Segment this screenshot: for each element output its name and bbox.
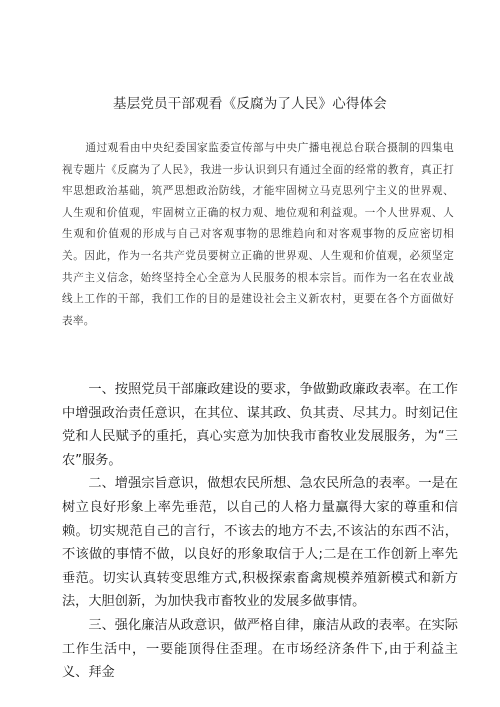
intro-paragraph: 通过观看由中央纪委国家监委宣传部与中央广播电视总台联合摄制的四集电视专题片《反腐为了人民》，我进一步认识到只有通过全面的经常的教育，真正打牢思想政治基础，筑严思想政治防线，才能牢固树立马克思列宁主义的世界观、人生观和价值观，牢固树立正确的权力观、地位观和利益观。一个人世界观、人生观和价值观的形成与自己对客观事物的思维趋向和对客观事物的反应密切相关。因此，作为一名共产党员要树立正确的世界观、人生观和价值观，必须坚定共产主义信念，始终坚持全心全意为人民服务的根本宗旨。而作为一名在农业战线上工作的干部，我们工作的目的是建设社会主义新农村，更要在各个方面做好表率。 [62,142,454,327]
section-paragraph-2: 二、增强宗旨意识，做想农民所想、急农民所急的表率。一是在树立良好形象上率先垂范，以自己的人格力量赢得大家的尊重和信赖。切实规范自己的言行，不该去的地方不去,不该沾的东西不沾，不该做的事情不做，以良好的形象取信于人;二是在工作创新上率先垂范。切实认真转变思维方式,积极探索畜禽规模养殖新模式和新方法，大胆创新，为加快我市畜牧业的发展多做事情。 [62,476,458,610]
section-paragraph-1: 一、按照党员干部廉政建设的要求，争做勤政廉政表率。在工作中增强政治责任意识，在其位、谋其政、负其责、尽其力。时刻记住党和人民赋予的重托，真心实意为加快我市畜牧业发展服务，为“三农”服务。 [62,382,458,468]
body-sections [62,378,458,685]
section-paragraph-3: 三、强化廉洁从政意识，做严格自律，廉洁从政的表率。在实际工作生活中，一要能顶得住歪理。在市场经济条件下,由于利益主义、拜金 [62,617,458,681]
intro-paragraph-block [62,138,454,332]
document-title: 基层党员干部观看《反腐为了人民》心得体会 [113,96,387,112]
